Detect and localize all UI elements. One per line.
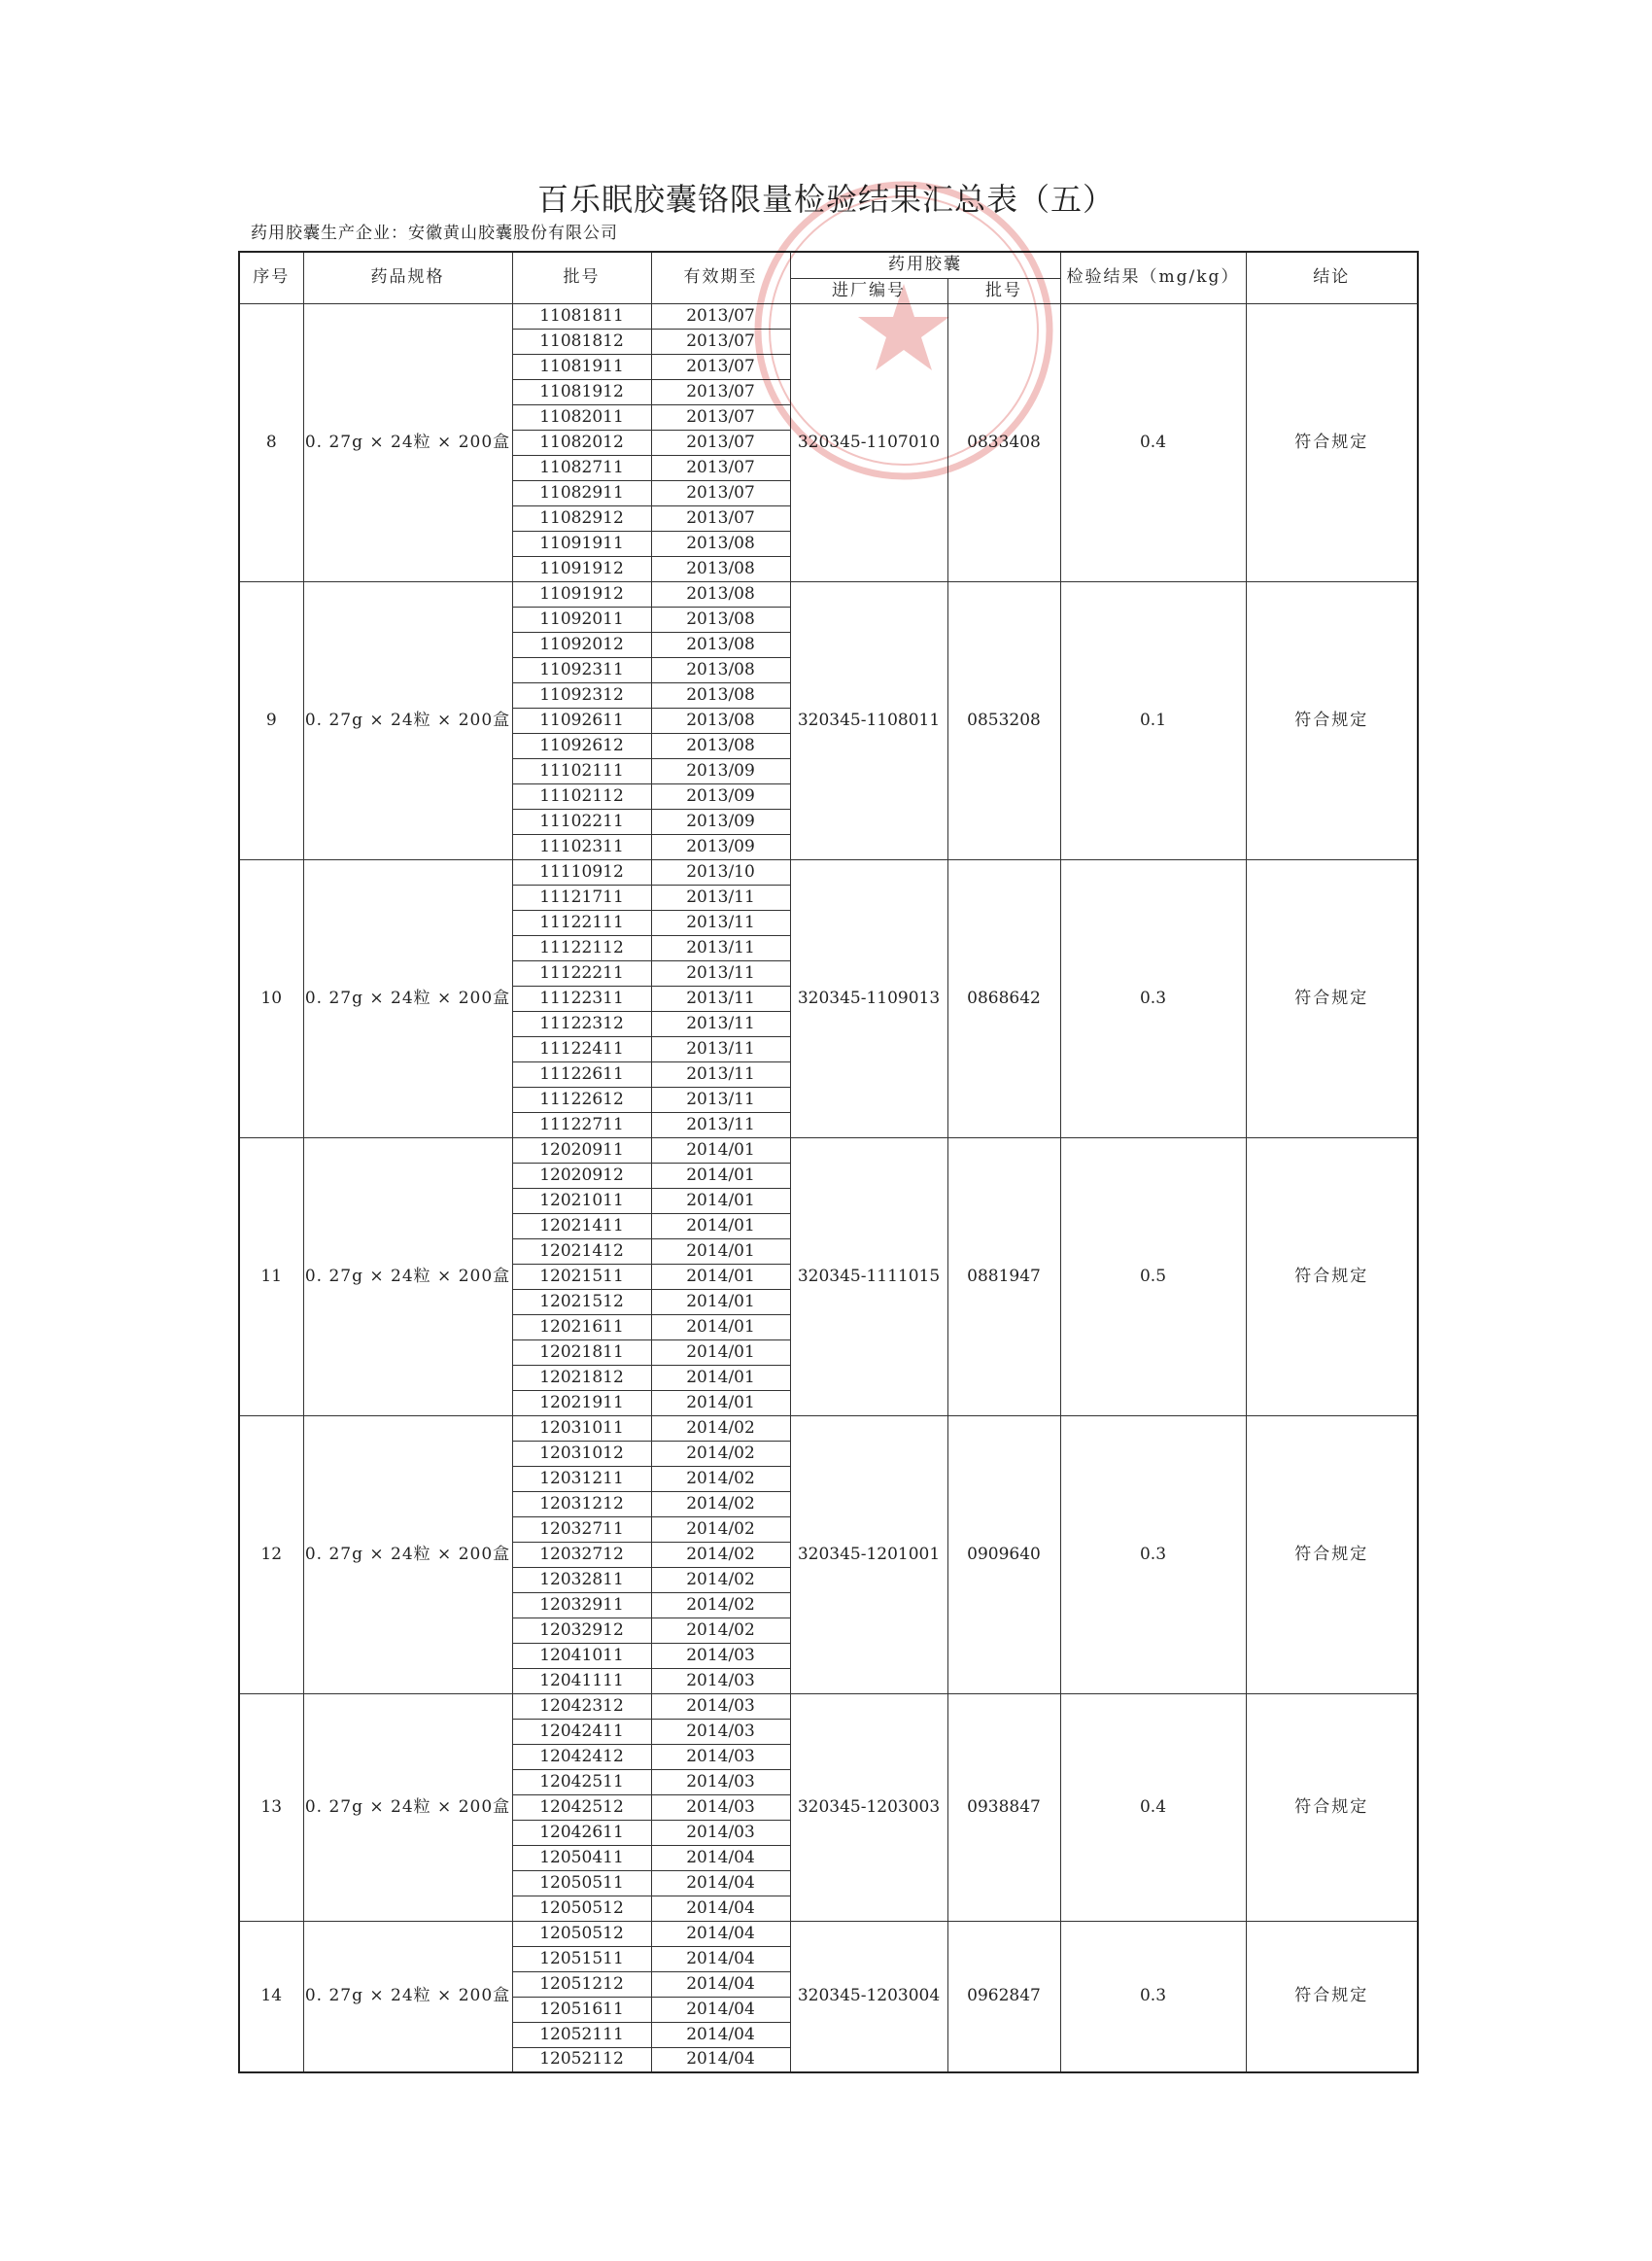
conclusion-cell: 符合规定 xyxy=(1246,859,1418,1137)
intake-no-cell: 320345-1108011 xyxy=(790,581,947,859)
result-cell: 0.5 xyxy=(1060,1137,1246,1415)
expiry-cell: 2013/08 xyxy=(651,657,790,682)
conclusion-cell: 符合规定 xyxy=(1246,1415,1418,1693)
seq-cell: 14 xyxy=(239,1921,303,2072)
expiry-cell: 2014/02 xyxy=(651,1491,790,1516)
seq-cell: 12 xyxy=(239,1415,303,1693)
seq-cell: 11 xyxy=(239,1137,303,1415)
expiry-cell: 2013/08 xyxy=(651,581,790,607)
batch-no-cell: 11081912 xyxy=(512,379,651,404)
batch-no-cell: 11102311 xyxy=(512,834,651,859)
intake-no-cell: 320345-1107010 xyxy=(790,303,947,581)
expiry-cell: 2013/09 xyxy=(651,834,790,859)
batch-no-cell: 11082911 xyxy=(512,480,651,505)
header-capsule: 药用胶囊 xyxy=(790,252,1060,278)
expiry-cell: 2014/02 xyxy=(651,1567,790,1592)
expiry-cell: 2013/07 xyxy=(651,430,790,455)
expiry-cell: 2014/03 xyxy=(651,1668,790,1693)
seq-cell: 9 xyxy=(239,581,303,859)
table-row xyxy=(239,581,1418,607)
expiry-cell: 2013/09 xyxy=(651,783,790,809)
expiry-cell: 2014/03 xyxy=(651,1693,790,1719)
header-conclusion: 结论 xyxy=(1246,252,1418,303)
intake-no-cell: 320345-1111015 xyxy=(790,1137,947,1415)
expiry-cell: 2014/04 xyxy=(651,2047,790,2072)
intake-no-cell: 320345-1201001 xyxy=(790,1415,947,1693)
expiry-cell: 2013/07 xyxy=(651,404,790,430)
expiry-cell: 2014/03 xyxy=(651,1719,790,1744)
batch-no-cell: 12042312 xyxy=(512,1693,651,1719)
header-expiry: 有效期至 xyxy=(651,252,790,303)
batch-no-cell: 11122612 xyxy=(512,1087,651,1112)
spec-cell: 0. 27g × 24粒 × 200盒 xyxy=(303,859,512,1137)
expiry-cell: 2013/07 xyxy=(651,505,790,531)
spec-cell: 0. 27g × 24粒 × 200盒 xyxy=(303,1415,512,1693)
batch-no-cell: 12032712 xyxy=(512,1542,651,1567)
spec-cell: 0. 27g × 24粒 × 200盒 xyxy=(303,581,512,859)
batch-no-cell: 12051212 xyxy=(512,1971,651,1997)
header-capsule-batch: 批号 xyxy=(947,278,1060,303)
batch-no-cell: 11092612 xyxy=(512,733,651,758)
table-row xyxy=(239,1693,1418,1719)
header-intake-no: 进厂编号 xyxy=(790,278,947,303)
table-header xyxy=(239,252,1418,303)
header-row xyxy=(239,252,1418,278)
expiry-cell: 2013/11 xyxy=(651,960,790,986)
expiry-cell: 2014/01 xyxy=(651,1264,790,1289)
capsule-batch-cell: 0881947 xyxy=(947,1137,1060,1415)
batch-no-cell: 11121711 xyxy=(512,885,651,910)
expiry-cell: 2014/02 xyxy=(651,1415,790,1441)
batch-no-cell: 12031211 xyxy=(512,1466,651,1491)
batch-no-cell: 11081911 xyxy=(512,354,651,379)
expiry-cell: 2014/02 xyxy=(651,1441,790,1466)
expiry-cell: 2014/01 xyxy=(651,1238,790,1264)
capsule-batch-cell: 0868642 xyxy=(947,859,1060,1137)
table-row xyxy=(239,303,1418,329)
table-row xyxy=(239,1415,1418,1441)
expiry-cell: 2014/02 xyxy=(651,1592,790,1617)
expiry-cell: 2013/11 xyxy=(651,1061,790,1087)
expiry-cell: 2014/03 xyxy=(651,1744,790,1769)
spec-cell: 0. 27g × 24粒 × 200盒 xyxy=(303,1693,512,1921)
expiry-cell: 2014/01 xyxy=(651,1163,790,1188)
batch-no-cell: 12032811 xyxy=(512,1567,651,1592)
result-summary-table xyxy=(238,251,1419,2073)
batch-no-cell: 12020912 xyxy=(512,1163,651,1188)
conclusion-cell: 符合规定 xyxy=(1246,1693,1418,1921)
seq-cell: 8 xyxy=(239,303,303,581)
expiry-cell: 2013/07 xyxy=(651,354,790,379)
expiry-cell: 2014/02 xyxy=(651,1516,790,1542)
expiry-cell: 2014/02 xyxy=(651,1466,790,1491)
batch-no-cell: 11110912 xyxy=(512,859,651,885)
result-cell: 0.3 xyxy=(1060,1415,1246,1693)
batch-no-cell: 12050511 xyxy=(512,1870,651,1896)
expiry-cell: 2014/01 xyxy=(651,1188,790,1213)
batch-no-cell: 12021611 xyxy=(512,1314,651,1339)
batch-no-cell: 12041011 xyxy=(512,1643,651,1668)
batch-no-cell: 11092312 xyxy=(512,682,651,708)
batch-no-cell: 12021411 xyxy=(512,1213,651,1238)
batch-no-cell: 11122111 xyxy=(512,910,651,935)
batch-no-cell: 12052112 xyxy=(512,2047,651,2072)
expiry-cell: 2014/04 xyxy=(651,1921,790,1946)
table-row xyxy=(239,859,1418,885)
expiry-cell: 2013/08 xyxy=(651,682,790,708)
expiry-cell: 2013/08 xyxy=(651,607,790,632)
seq-cell: 13 xyxy=(239,1693,303,1921)
batch-no-cell: 11102111 xyxy=(512,758,651,783)
expiry-cell: 2013/11 xyxy=(651,910,790,935)
batch-no-cell: 11082711 xyxy=(512,455,651,480)
batch-no-cell: 12042611 xyxy=(512,1820,651,1845)
expiry-cell: 2014/04 xyxy=(651,1971,790,1997)
batch-no-cell: 12032911 xyxy=(512,1592,651,1617)
batch-no-cell: 11122611 xyxy=(512,1061,651,1087)
batch-no-cell: 12021011 xyxy=(512,1188,651,1213)
spec-cell: 0. 27g × 24粒 × 200盒 xyxy=(303,303,512,581)
batch-no-cell: 12031012 xyxy=(512,1441,651,1466)
conclusion-cell: 符合规定 xyxy=(1246,1137,1418,1415)
seq-cell: 10 xyxy=(239,859,303,1137)
conclusion-cell: 符合规定 xyxy=(1246,303,1418,581)
capsule-batch-cell: 0938847 xyxy=(947,1693,1060,1921)
batch-no-cell: 12021511 xyxy=(512,1264,651,1289)
batch-no-cell: 12042411 xyxy=(512,1719,651,1744)
expiry-cell: 2014/01 xyxy=(651,1213,790,1238)
expiry-cell: 2014/04 xyxy=(651,1870,790,1896)
document-title: 百乐眠胶囊铬限量检验结果汇总表（五） xyxy=(536,181,1115,218)
spec-cell: 0. 27g × 24粒 × 200盒 xyxy=(303,1921,512,2072)
batch-no-cell: 11082012 xyxy=(512,430,651,455)
batch-no-cell: 12021811 xyxy=(512,1339,651,1365)
expiry-cell: 2014/01 xyxy=(651,1289,790,1314)
batch-no-cell: 11102211 xyxy=(512,809,651,834)
expiry-cell: 2013/08 xyxy=(651,733,790,758)
batch-no-cell: 11092012 xyxy=(512,632,651,657)
batch-no-cell: 12021412 xyxy=(512,1238,651,1264)
expiry-cell: 2013/08 xyxy=(651,632,790,657)
intake-no-cell: 320345-1203004 xyxy=(790,1921,947,2072)
header-seq: 序号 xyxy=(239,252,303,303)
result-cell: 0.4 xyxy=(1060,303,1246,581)
batch-no-cell: 12042511 xyxy=(512,1769,651,1794)
expiry-cell: 2013/07 xyxy=(651,329,790,354)
expiry-cell: 2014/03 xyxy=(651,1769,790,1794)
batch-no-cell: 12051511 xyxy=(512,1946,651,1971)
table-row xyxy=(239,1137,1418,1163)
expiry-cell: 2014/01 xyxy=(651,1314,790,1339)
batch-no-cell: 11081811 xyxy=(512,303,651,329)
batch-no-cell: 11122312 xyxy=(512,1011,651,1036)
batch-no-cell: 11092611 xyxy=(512,708,651,733)
expiry-cell: 2014/01 xyxy=(651,1365,790,1390)
expiry-cell: 2013/11 xyxy=(651,986,790,1011)
batch-no-cell: 12031011 xyxy=(512,1415,651,1441)
batch-no-cell: 11091912 xyxy=(512,556,651,581)
expiry-cell: 2013/07 xyxy=(651,455,790,480)
header-spec: 药品规格 xyxy=(303,252,512,303)
expiry-cell: 2013/10 xyxy=(651,859,790,885)
expiry-cell: 2013/11 xyxy=(651,885,790,910)
conclusion-cell: 符合规定 xyxy=(1246,581,1418,859)
result-cell: 0.3 xyxy=(1060,859,1246,1137)
expiry-cell: 2014/02 xyxy=(651,1617,790,1643)
expiry-cell: 2014/03 xyxy=(651,1820,790,1845)
expiry-cell: 2013/07 xyxy=(651,379,790,404)
batch-no-cell: 11092311 xyxy=(512,657,651,682)
batch-no-cell: 11122211 xyxy=(512,960,651,986)
table-row xyxy=(239,1921,1418,1946)
batch-no-cell: 11091911 xyxy=(512,531,651,556)
expiry-cell: 2014/01 xyxy=(651,1339,790,1365)
conclusion-cell: 符合规定 xyxy=(1246,1921,1418,2072)
header-result: 检验结果（mg/kg） xyxy=(1060,252,1246,303)
batch-no-cell: 11091912 xyxy=(512,581,651,607)
batch-no-cell: 12042412 xyxy=(512,1744,651,1769)
expiry-cell: 2013/08 xyxy=(651,708,790,733)
expiry-cell: 2013/11 xyxy=(651,1011,790,1036)
batch-no-cell: 12042512 xyxy=(512,1794,651,1820)
expiry-cell: 2014/04 xyxy=(651,1997,790,2022)
header-batch-no: 批号 xyxy=(512,252,651,303)
batch-no-cell: 11082011 xyxy=(512,404,651,430)
expiry-cell: 2013/08 xyxy=(651,531,790,556)
manufacturer-line: 药用胶囊生产企业：安徽黄山胶囊股份有限公司 xyxy=(251,224,618,243)
batch-no-cell: 11102112 xyxy=(512,783,651,809)
capsule-batch-cell: 0833408 xyxy=(947,303,1060,581)
expiry-cell: 2014/04 xyxy=(651,1896,790,1921)
batch-no-cell: 12041111 xyxy=(512,1668,651,1693)
batch-no-cell: 11092011 xyxy=(512,607,651,632)
batch-no-cell: 11081812 xyxy=(512,329,651,354)
capsule-batch-cell: 0909640 xyxy=(947,1415,1060,1693)
batch-no-cell: 11122311 xyxy=(512,986,651,1011)
batch-no-cell: 12021911 xyxy=(512,1390,651,1415)
capsule-batch-cell: 0962847 xyxy=(947,1921,1060,2072)
table-body xyxy=(239,303,1418,2072)
batch-no-cell: 12051611 xyxy=(512,1997,651,2022)
expiry-cell: 2013/08 xyxy=(651,556,790,581)
expiry-cell: 2014/02 xyxy=(651,1542,790,1567)
expiry-cell: 2014/01 xyxy=(651,1137,790,1163)
expiry-cell: 2013/07 xyxy=(651,303,790,329)
expiry-cell: 2013/07 xyxy=(651,480,790,505)
batch-no-cell: 11122112 xyxy=(512,935,651,960)
spec-cell: 0. 27g × 24粒 × 200盒 xyxy=(303,1137,512,1415)
batch-no-cell: 12021512 xyxy=(512,1289,651,1314)
intake-no-cell: 320345-1109013 xyxy=(790,859,947,1137)
intake-no-cell: 320345-1203003 xyxy=(790,1693,947,1921)
batch-no-cell: 11122711 xyxy=(512,1112,651,1137)
batch-no-cell: 12020911 xyxy=(512,1137,651,1163)
batch-no-cell: 12031212 xyxy=(512,1491,651,1516)
expiry-cell: 2013/09 xyxy=(651,809,790,834)
capsule-batch-cell: 0853208 xyxy=(947,581,1060,859)
expiry-cell: 2013/11 xyxy=(651,1112,790,1137)
batch-no-cell: 12032912 xyxy=(512,1617,651,1643)
expiry-cell: 2014/01 xyxy=(651,1390,790,1415)
batch-no-cell: 11122411 xyxy=(512,1036,651,1061)
expiry-cell: 2013/11 xyxy=(651,1036,790,1061)
batch-no-cell: 12050512 xyxy=(512,1896,651,1921)
batch-no-cell: 12021812 xyxy=(512,1365,651,1390)
expiry-cell: 2014/04 xyxy=(651,1946,790,1971)
batch-no-cell: 12052111 xyxy=(512,2022,651,2047)
expiry-cell: 2013/11 xyxy=(651,935,790,960)
expiry-cell: 2014/04 xyxy=(651,2022,790,2047)
expiry-cell: 2013/11 xyxy=(651,1087,790,1112)
batch-no-cell: 12032711 xyxy=(512,1516,651,1542)
batch-no-cell: 11082912 xyxy=(512,505,651,531)
result-cell: 0.3 xyxy=(1060,1921,1246,2072)
batch-no-cell: 12050411 xyxy=(512,1845,651,1870)
expiry-cell: 2014/04 xyxy=(651,1845,790,1870)
result-cell: 0.4 xyxy=(1060,1693,1246,1921)
batch-no-cell: 12050512 xyxy=(512,1921,651,1946)
expiry-cell: 2013/09 xyxy=(651,758,790,783)
expiry-cell: 2014/03 xyxy=(651,1643,790,1668)
expiry-cell: 2014/03 xyxy=(651,1794,790,1820)
result-cell: 0.1 xyxy=(1060,581,1246,859)
